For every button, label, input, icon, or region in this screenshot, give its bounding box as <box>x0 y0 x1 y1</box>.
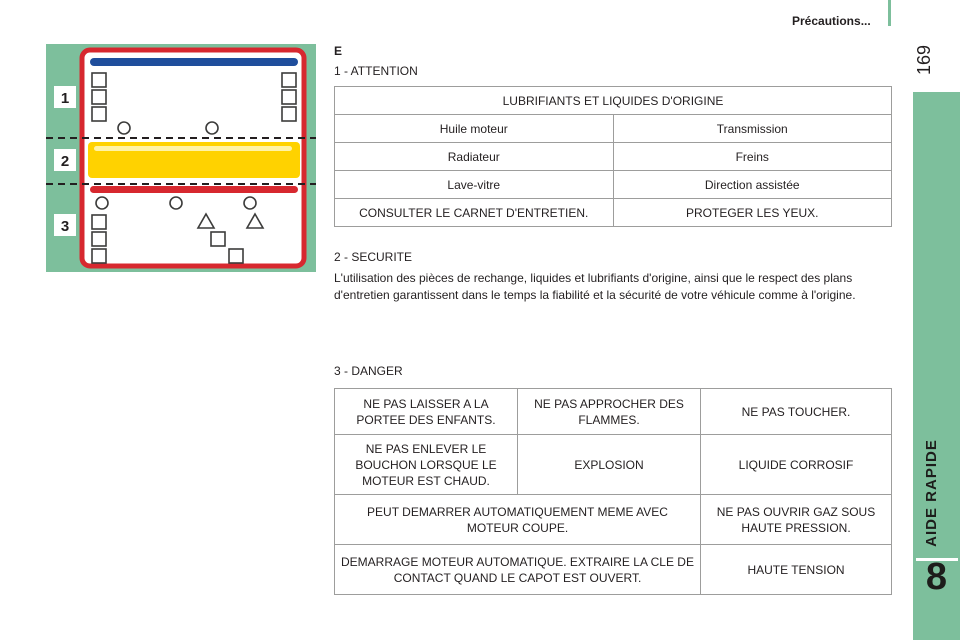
table-cell: NE PAS ENLEVER LE BOUCHON LORSQUE LE MOTEUR EST CHAUD. <box>335 435 518 495</box>
table-cell: Freins <box>613 143 892 171</box>
table-cell: Radiateur <box>335 143 614 171</box>
red-bar <box>90 186 298 193</box>
table-row <box>335 389 892 435</box>
table-row <box>335 495 892 545</box>
danger-table <box>334 388 892 595</box>
header-rule <box>888 0 891 26</box>
table-cell: CONSULTER LE CARNET D'ENTRETIEN. <box>335 199 614 227</box>
table-row <box>335 87 892 115</box>
blue-bar <box>90 58 298 66</box>
chapter-title: AIDE RAPIDE <box>923 439 940 547</box>
table-row <box>335 545 892 595</box>
table-cell: PROTEGER LES YEUX. <box>613 199 892 227</box>
label-letter: E <box>334 44 343 58</box>
table-cell: Transmission <box>613 115 892 143</box>
zone-markers <box>54 86 76 236</box>
table-cell: Direction assistée <box>613 171 892 199</box>
table-cell: HAUTE TENSION <box>701 545 892 595</box>
securite-heading: 2 - SECURITE <box>334 250 413 264</box>
table-cell: EXPLOSION <box>518 435 701 495</box>
table-cell: LIQUIDE CORROSIF <box>701 435 892 495</box>
table-row <box>335 435 892 495</box>
table-cell: Lave-vitre <box>335 171 614 199</box>
label-diagram <box>46 44 316 272</box>
table-row <box>335 171 892 199</box>
table-row <box>335 115 892 143</box>
zone-label-1: 1 <box>60 90 70 107</box>
table-cell: NE PAS TOUCHER. <box>701 389 892 435</box>
table-title: LUBRIFIANTS ET LIQUIDES D'ORIGINE <box>335 87 892 115</box>
securite-paragraph: L'utilisation des pièces de rechange, liquides et lubrifiants d'origine, ainsi que le respect des plans d'entretien garantissent dans le temps la fiabilité et la sécurité de votre véhicule comme à l'origine. <box>334 271 856 302</box>
table-cell: NE PAS LAISSER A LA PORTEE DES ENFANTS. <box>335 389 518 435</box>
zone-label-2: 2 <box>60 153 70 170</box>
table-cell: Huile moteur <box>335 115 614 143</box>
table-cell: NE PAS APPROCHER DES FLAMMES. <box>518 389 701 435</box>
danger-heading: 3 - DANGER <box>334 364 403 378</box>
table-row <box>335 199 892 227</box>
section-header: Précautions... <box>792 14 871 28</box>
label-illustration <box>46 44 316 272</box>
zone-label-3: 3 <box>60 218 70 235</box>
table-cell: NE PAS OUVRIR GAZ SOUS HAUTE PRESSION. <box>701 495 892 545</box>
table-row <box>335 143 892 171</box>
table-cell: DEMARRAGE MOTEUR AUTOMATIQUE. EXTRAIRE LA CLE DE CONTACT QUAND LE CAPOT EST OUVERT. <box>335 545 701 595</box>
attention-heading: 1 - ATTENTION <box>334 64 418 78</box>
page-number: 169 <box>914 44 934 76</box>
chapter-number: 8 <box>925 556 948 598</box>
table-cell: PEUT DEMARRER AUTOMATIQUEMENT MEME AVEC MOTEUR COUPE. <box>335 495 701 545</box>
lubricants-table <box>334 86 892 227</box>
